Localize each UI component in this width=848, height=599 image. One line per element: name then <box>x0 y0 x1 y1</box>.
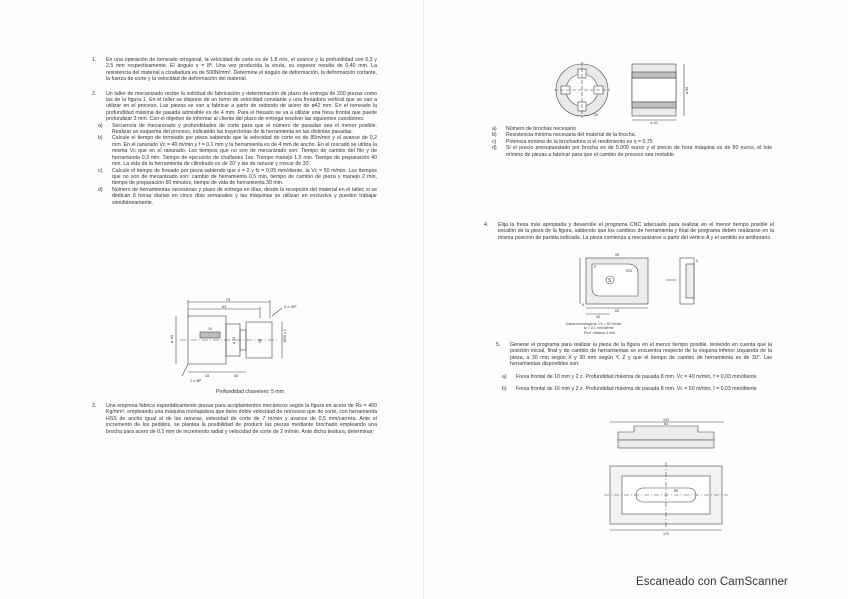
problem-number: 3. <box>92 403 97 409</box>
subitem-text: Calcule el tiempo de fresado por pieza sabiendo que z = 2 y fz = 0,05 mm/diente, la Vc = 50 m/min. Los tiempos que no son de mecanizado son: cambio de herramienta 0,5 min, tiempo de cambio de pieza y manejo 2 min, tiempo de preparación 60 minutos, tiempo de vida de herramienta 30 min. <box>112 167 377 187</box>
problem-4 <box>484 222 774 241</box>
dim-b: ø 60 <box>685 86 689 94</box>
subitem-letter: c) <box>98 167 103 174</box>
subitem <box>502 374 772 380</box>
figure-4-pocket-drawing <box>570 250 730 320</box>
subitem-text: Fresa frontal de 10 mm y 2 z. Profundidad máxima de pasada 8 mm. Vc = 40 m/min, f = 0,03 mm/diente <box>516 373 757 380</box>
problem-3-block <box>92 403 377 435</box>
problem-text: En una operación de torneado ortogonal, la velocidad de corte es de 1.8 m/s, el avance y la profundidad son 0,3 y 2,5 mm respectivamente. El ángulo γ = 8º. Una vez producida la viruta, su espesor resulta de 0,40 mm. La resistencia del material a cizalladura es de 500N/mm². Determine el ángulo de deformación, la deformación cortante, la fuerza de corte y la velocidad de deformación del material. <box>106 57 377 83</box>
problem-1 <box>92 57 377 83</box>
dim-width: 95 <box>615 253 619 257</box>
dim-r: R6 <box>674 489 679 493</box>
subitem-text: Número de herramientas necesarias y plazo de entrega en días, desde la recepción del material en el taller, si se dedican 8 horas diarias en cinco días semanales y las máquinas se utilizan en exclusiva y pueden trabajar simultáneamente. <box>112 186 377 206</box>
dim-len-b: 20 <box>233 373 239 378</box>
figure-1-shaft-drawing <box>160 298 310 388</box>
problem-text: Elija la fresa más apropiada y desarrolle el programa CNC adecuado para realizar en el menor tiempo posible el escalón de la pieza de la figura, sabiendo que los cambios de herramienta y final de programa deben realizarse en la misma posición de partida indicada. La pieza comienza a mecanizarse a partir del vértice A y el sentido es antihorario. <box>498 222 774 241</box>
dim-c: ø 40 <box>650 121 658 125</box>
label-a: A <box>582 303 585 307</box>
problem-number: 4. <box>484 222 489 228</box>
dim-chamfer: 3 x 45º <box>284 304 297 309</box>
subitem-letter: c) <box>492 138 497 145</box>
subitem <box>502 386 772 392</box>
subitem-text: Número de brochas necesario <box>506 126 577 132</box>
figure-3-spline-drawing <box>548 58 708 124</box>
left-column <box>92 57 377 206</box>
label-p: P <box>594 265 597 269</box>
dim-dia-c: 30 <box>258 339 262 343</box>
subitem-letter: a) <box>98 122 103 129</box>
caption-line: Prof. máxima 3 mm <box>584 330 616 335</box>
problem-number: 2. <box>92 90 97 97</box>
problem-5 <box>496 342 772 368</box>
label-s: S <box>608 278 612 284</box>
subitem-letter: b) <box>502 386 507 393</box>
dim-top: 104 <box>663 418 669 422</box>
problem-text: Una empresa fabrica esporádicamente piezas para acoplamientos mecánicos según la figura en acero de Rs = 400 Kg/mm², empleando una máquina mortajadora que tiene doble velocidad de retroceso que de corte, con herramienta HSS de ancho igual al de las ranuras, velocidad de corte de 7 m/min y avance de 0,5 mm/carrera. Ante el incremento de los pedidos, se plantea la posibilidad de producir las piezas mediante brochado empleando una brocha para acero de 0,1 mm de incremento radial y velocidad de corte de 2 m/min. Ante dicha tesitura, determinar: <box>106 403 377 435</box>
subitem-text: Calcule el tiempo de torneado por pieza sabiendo que la velocidad de corte es de 85m/min y el avance de 0,2 mm. En el ranurado Vc = 40 m/min y f = 0,1 mm y la herramienta es de 4 mm de ancho. En el roscado se utiliza la misma Vc que en el ranurado. Los tiempos que no son de mecanizado son: Tiempo de cambio del filo y de herramienta 0,3 min. Tiempo de ejecución de chaflanes 1ss. Tiempo manejo 1,5 min. Tiempo de preparación 40 min. La vida de la herramienta de cilindrado es de 20' y las de ranurar y roscar de 30'. <box>112 135 377 168</box>
subitem <box>492 145 772 158</box>
dim-inner: 63 <box>221 304 227 309</box>
subitem <box>98 135 377 167</box>
dim-dia-a: ø 40 <box>169 334 174 343</box>
subitem-letter: d) <box>98 186 103 193</box>
dim-bottom: 170 <box>663 532 669 536</box>
dim-thread: M30 x 2 <box>283 329 287 342</box>
subitem-text: Potencia mínima de la brochadora si el rendimiento es η = 0,75 <box>506 138 653 145</box>
problem-2 <box>92 91 377 123</box>
dim-inner: 63 <box>615 309 619 313</box>
problem-5-block <box>496 342 772 392</box>
page-fold <box>423 0 424 599</box>
problem-number: 5. <box>496 342 501 348</box>
dim-total: 75 <box>225 297 231 302</box>
problem-4-block <box>484 222 774 241</box>
subitem-text: Secuencia de mecanizado y profundidades de corte para que el número de pasadas sea el menor posible. Realizar un esquema del proceso, indicando las trayectorias de la herramienta en las distintas pasadas. <box>112 122 377 136</box>
caption-line: Datos tecnológicos: Vc = 50 m/min <box>566 322 622 326</box>
dim-depth: 5 <box>696 259 698 263</box>
subitem-letter: a) <box>492 126 497 132</box>
problem-number: 1. <box>92 57 97 63</box>
subitem-letter: b) <box>98 135 103 142</box>
subitem-letter: a) <box>502 373 507 380</box>
subitem-text: Fresa frontal de 16 mm y 2 z. Profundidad máxima de pasada 8 mm. Vc = 50 m/min, f = 0,03 mm/diente <box>516 386 757 393</box>
problem-text: Un taller de mecanizado recibe la solicitud de fabricación y determinación de plazo de entrega de 200 piezas como las de la figura 1. En el taller se dispone de un torno de velocidad constante y una fresadora vertical que se van a utilizar en el proceso. Las piezas se van a fabricar a partir de redondo de acero de ø42 mm. En el torneado la profundidad máxima de pasada admisible es de 4 mm. Para el fresado se va a utilizar una fresa frontal que puede profundizar 3 mm. Con el objetivo de informar al cliente del plazo de entrega resolver las siguientes cuestiones: <box>106 90 377 123</box>
right-column <box>492 126 772 158</box>
problem-text: Generar el programa para realizar la pieza de la figura en el menor tiempo posible, teniendo en cuenta que la posición inicial, final y de cambio de herramientas se encuentra respecto de la esquina inferior izquierda de la pieza, a 30 mm según X y 30 mm según Y, Z y que el tiempo de cambio de herramienta es de 30". Las herramientas disponibles son: <box>510 342 772 368</box>
dim-bottom-chamfer: 2 x 45º <box>190 379 202 383</box>
problem-3 <box>92 403 377 435</box>
subitem <box>98 187 377 206</box>
dim-key: 10 <box>208 327 212 331</box>
figure-5-slot-drawing <box>600 418 740 536</box>
label-r: R25 <box>626 269 632 273</box>
dim-a: 20 <box>594 113 598 117</box>
dim-dia-b: ø 32 <box>232 336 236 344</box>
camscanner-watermark: Escaneado con CamScanner <box>636 576 788 588</box>
dim-len-a: 15 <box>204 373 210 378</box>
subitem-text: Si el precio presupuestado por brocha es de 5.000 euros y el precio de hora máquina es de 80 euros, el lote mínimo de piezas a fabricar para que el cambio de proceso sea rentable. <box>506 145 772 158</box>
dim-left: 40 <box>596 315 600 319</box>
subitem-letter: b) <box>492 132 497 139</box>
figure-4-caption <box>566 322 621 335</box>
subitem-letter: d) <box>492 145 497 152</box>
subitem-text: Resistencia mínima necesaria del material de la brocha. <box>506 132 636 139</box>
subitem <box>98 123 377 136</box>
caption-line: fz = 0,1 mm/diente <box>584 326 614 331</box>
subitem <box>98 168 377 187</box>
figure-1-caption: Profundidad chavetero: 5 mm <box>216 389 285 395</box>
dim-mid: 64 <box>664 422 668 426</box>
